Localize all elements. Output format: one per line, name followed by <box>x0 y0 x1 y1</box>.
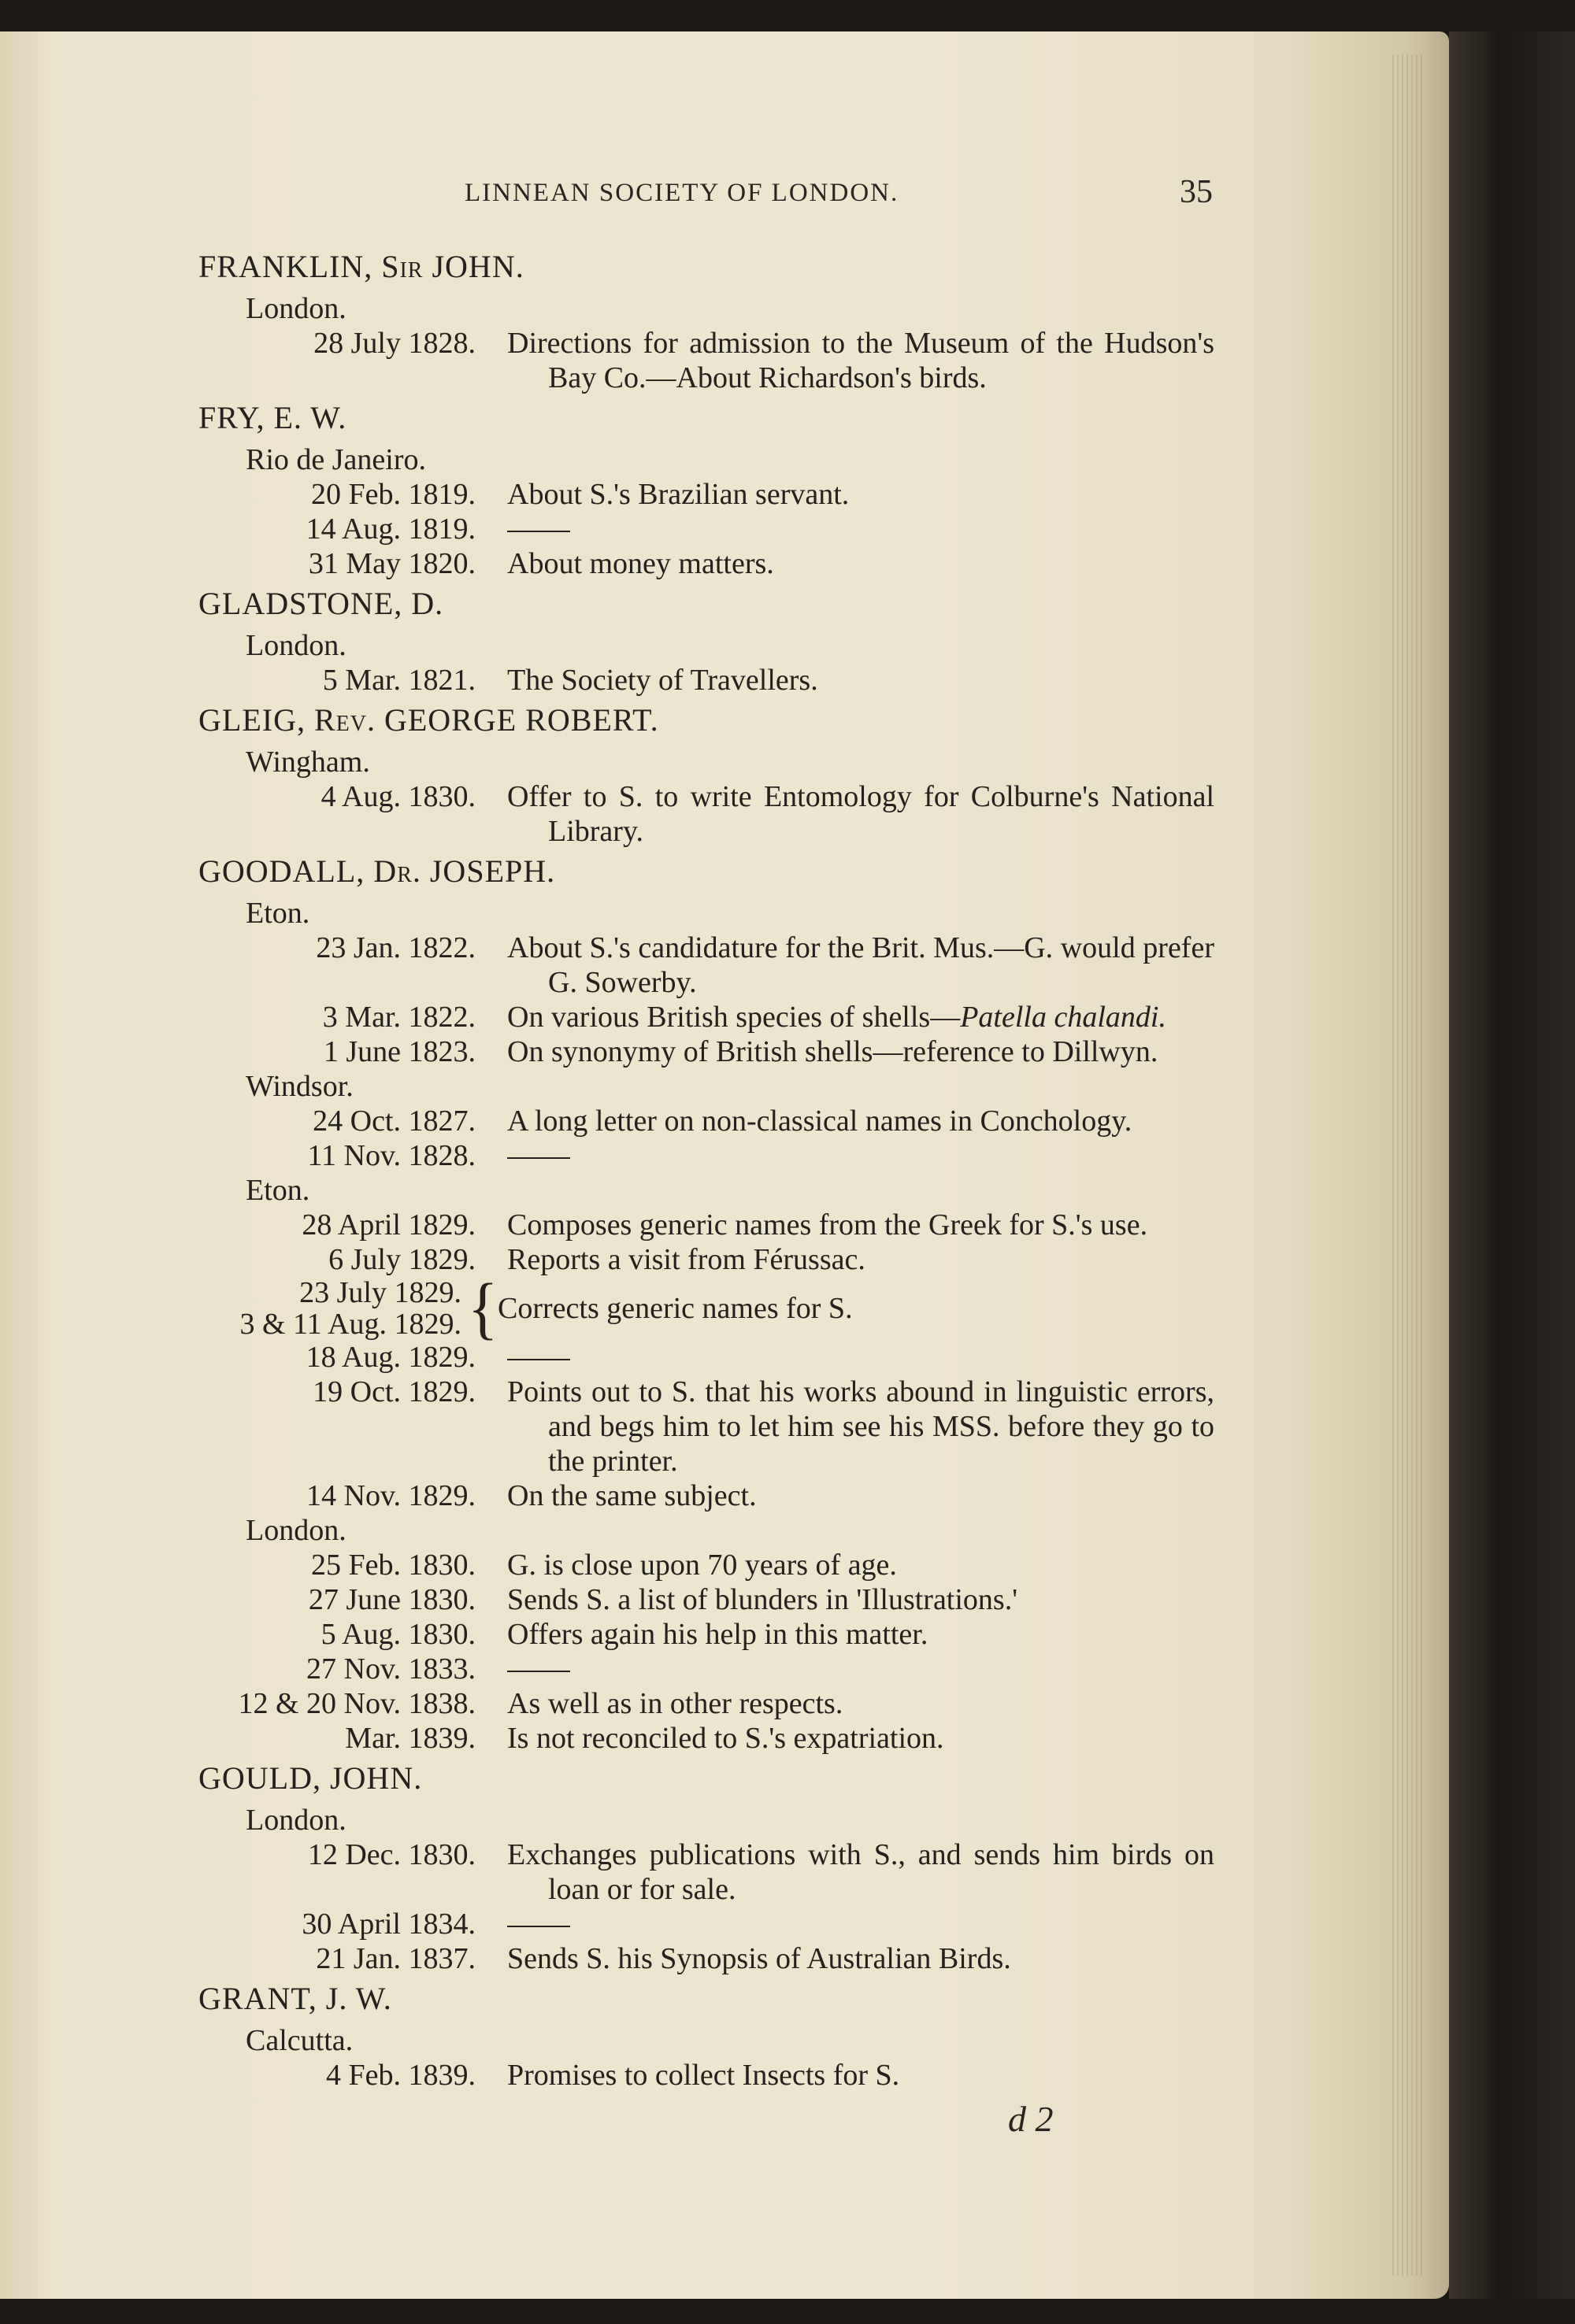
letter-row <box>198 1617 1214 1652</box>
letter-row <box>198 1582 1214 1617</box>
page-edge-gutter <box>1392 55 1424 2275</box>
letter-summary <box>482 512 1214 546</box>
ditto-dash <box>507 1157 570 1159</box>
letter-summary: G. is close upon 70 years of age. <box>507 1549 897 1582</box>
letter-summary: Corrects generic names for S. <box>498 1292 853 1325</box>
letter-date: 25 Feb. 1830. <box>311 1549 476 1582</box>
letter-date: 27 Nov. 1833. <box>306 1652 476 1686</box>
correspondent-name: GLADSTONE, D. <box>198 586 444 621</box>
ditto-dash <box>507 1926 570 1927</box>
page-number: 35 <box>1180 174 1213 210</box>
letter-row <box>198 326 1214 395</box>
letter-date: 6 July 1829. <box>328 1243 476 1276</box>
correspondent-entry <box>198 1759 1214 1976</box>
page-header <box>197 154 1213 216</box>
correspondent-name: FRANKLIN, Sir JOHN. <box>198 249 524 284</box>
species-name: Patella chalandi. <box>960 1001 1166 1034</box>
place-name: Rio de Janeiro. <box>246 443 427 476</box>
brace-mark: { <box>468 1270 498 1347</box>
place-name: Wingham. <box>246 746 370 779</box>
letter-date: 19 Oct. 1829. <box>313 1375 476 1408</box>
letter-date: 12 & 20 Nov. 1838. <box>238 1687 476 1720</box>
letter-summary: Offers again his help in this matter. <box>507 1618 928 1651</box>
letter-summary: Is not reconciled to S.'s expatriation. <box>507 1722 944 1755</box>
correspondent-name: FRY, E. W. <box>198 400 347 435</box>
letter-date: 12 Dec. 1830. <box>307 1838 476 1871</box>
letter-row <box>198 1208 1214 1242</box>
letter-summary: Composes generic names from the Greek for S.'s use. <box>507 1208 1148 1242</box>
letter-date: 1 June 1823. <box>323 1035 476 1068</box>
letter-row <box>198 779 1214 849</box>
letter-row <box>198 1375 1214 1478</box>
letter-summary: About S.'s candidature for the Brit. Mus.—G. would prefer G. Sowerby. <box>507 931 1214 999</box>
correspondent-name: GRANT, J. W. <box>198 1981 392 2016</box>
letter-summary: On various British species of shells—Patella chalandi. <box>507 1001 1166 1034</box>
letter-row <box>198 1138 1214 1173</box>
place-name: London. <box>246 292 346 325</box>
place-name: London. <box>246 629 346 662</box>
correspondent-entry <box>198 584 1214 698</box>
letter-summary: Sends S. a list of blunders in 'Illustrations.' <box>507 1583 1018 1616</box>
letter-date: 20 Feb. 1819. <box>311 478 476 511</box>
letter-row <box>198 1907 1214 1941</box>
letter-row <box>198 512 1214 546</box>
correspondent-name: GOULD, JOHN. <box>198 1760 423 1796</box>
correspondent-name: GOODALL, Dr. JOSEPH. <box>198 853 556 889</box>
letter-date: 14 Nov. 1829. <box>306 1479 476 1512</box>
signature-mark: d 2 <box>1008 2099 1054 2139</box>
letter-row <box>198 1034 1214 1069</box>
letter-summary: Points out to S. that his works abound in linguistic errors, and begs him to let him see his MSS. before they go to the printer. <box>507 1375 1214 1478</box>
letter-date: 23 July 1829. <box>299 1276 461 1309</box>
letter-row <box>198 1721 1214 1756</box>
letter-row <box>198 1478 1214 1513</box>
letter-row <box>198 1000 1214 1034</box>
letter-row <box>198 1686 1214 1721</box>
letter-date: Mar. 1839. <box>345 1722 476 1755</box>
book-cover-edge <box>1449 31 1575 2299</box>
correspondent-entry <box>198 701 1214 849</box>
letter-row <box>198 1242 1214 1277</box>
letter-summary <box>482 1138 1214 1173</box>
place-name: Calcutta. <box>246 2024 354 2057</box>
letter-summary: The Society of Travellers. <box>507 664 818 697</box>
correspondence-list <box>198 244 1214 2093</box>
letter-date: 14 Aug. 1819. <box>306 513 476 546</box>
letter-date: 28 July 1828. <box>313 327 476 360</box>
letter-row <box>198 1548 1214 1582</box>
letter-summary: On synonymy of British shells—reference to Dillwyn. <box>507 1035 1158 1068</box>
letter-row <box>198 663 1214 698</box>
book-page <box>0 31 1449 2299</box>
letter-summary: Exchanges publications with S., and sends him birds on loan or for sale. <box>507 1838 1214 1906</box>
letter-summary: On the same subject. <box>507 1479 757 1512</box>
correspondent-entry <box>198 247 1214 395</box>
letter-summary: A long letter on non-classical names in Conchology. <box>507 1105 1132 1138</box>
letter-summary: Sends S. his Synopsis of Australian Birds. <box>507 1942 1011 1975</box>
letter-date: 30 April 1834. <box>302 1908 476 1941</box>
correspondent-entry <box>198 398 1214 581</box>
letter-date: 31 May 1820. <box>308 547 476 580</box>
place-name: London. <box>246 1804 346 1837</box>
letter-date: 4 Feb. 1839. <box>326 2059 476 2092</box>
braced-letters <box>198 1270 1214 1347</box>
letter-summary <box>482 1652 1214 1686</box>
place-name: London. <box>246 1514 346 1547</box>
letter-date: 4 Aug. 1830. <box>321 780 476 813</box>
letter-row <box>198 1340 1214 1375</box>
letter-row <box>198 477 1214 512</box>
letter-date: 5 Aug. 1830. <box>321 1618 476 1651</box>
letter-date: 24 Oct. 1827. <box>313 1105 476 1138</box>
correspondent-entry <box>198 852 1214 1756</box>
letter-date: 28 April 1829. <box>302 1208 476 1242</box>
braced-dates <box>198 1270 498 1347</box>
letter-date: 18 Aug. 1829. <box>306 1341 476 1374</box>
letter-row <box>198 931 1214 1000</box>
letter-date: 27 June 1830. <box>308 1583 476 1616</box>
letter-date: 21 Jan. 1837. <box>316 1942 476 1975</box>
ditto-dash <box>507 531 570 532</box>
letter-summary: As well as in other respects. <box>507 1687 843 1720</box>
place-name: Eton. <box>246 1174 310 1207</box>
letter-date: 23 Jan. 1822. <box>316 931 476 964</box>
letter-row <box>198 546 1214 581</box>
letter-summary: Reports a visit from Férussac. <box>507 1243 865 1276</box>
letter-row <box>198 1104 1214 1138</box>
letter-summary: About S.'s Brazilian servant. <box>507 478 850 511</box>
letter-row <box>198 1652 1214 1686</box>
letter-date: 3 Mar. 1822. <box>322 1001 476 1034</box>
letter-date: 5 Mar. 1821. <box>322 664 476 697</box>
correspondent-entry <box>198 1979 1214 2093</box>
ditto-dash <box>507 1359 570 1360</box>
letter-summary <box>482 1340 1214 1375</box>
letter-summary: Promises to collect Insects for S. <box>507 2059 900 2092</box>
letter-date: 3 & 11 Aug. 1829. <box>239 1308 461 1341</box>
letter-summary <box>482 1907 1214 1941</box>
place-name: Windsor. <box>246 1070 354 1103</box>
place-name: Eton. <box>246 897 310 930</box>
letter-row <box>198 1941 1214 1976</box>
letter-date: 11 Nov. 1828. <box>307 1139 476 1172</box>
letter-summary: Directions for admission to the Museum of the Hudson's Bay Co.—About Richardson's birds. <box>507 327 1214 394</box>
letter-summary: About money matters. <box>507 547 774 580</box>
letter-summary: Offer to S. to write Entomology for Colburne's National Library. <box>507 780 1214 848</box>
running-title: LINNEAN SOCIETY OF LONDON. <box>465 179 899 207</box>
letter-row <box>198 2058 1214 2093</box>
correspondent-name: GLEIG, Rev. GEORGE ROBERT. <box>198 702 659 738</box>
letter-row <box>198 1837 1214 1907</box>
ditto-dash <box>507 1671 570 1672</box>
